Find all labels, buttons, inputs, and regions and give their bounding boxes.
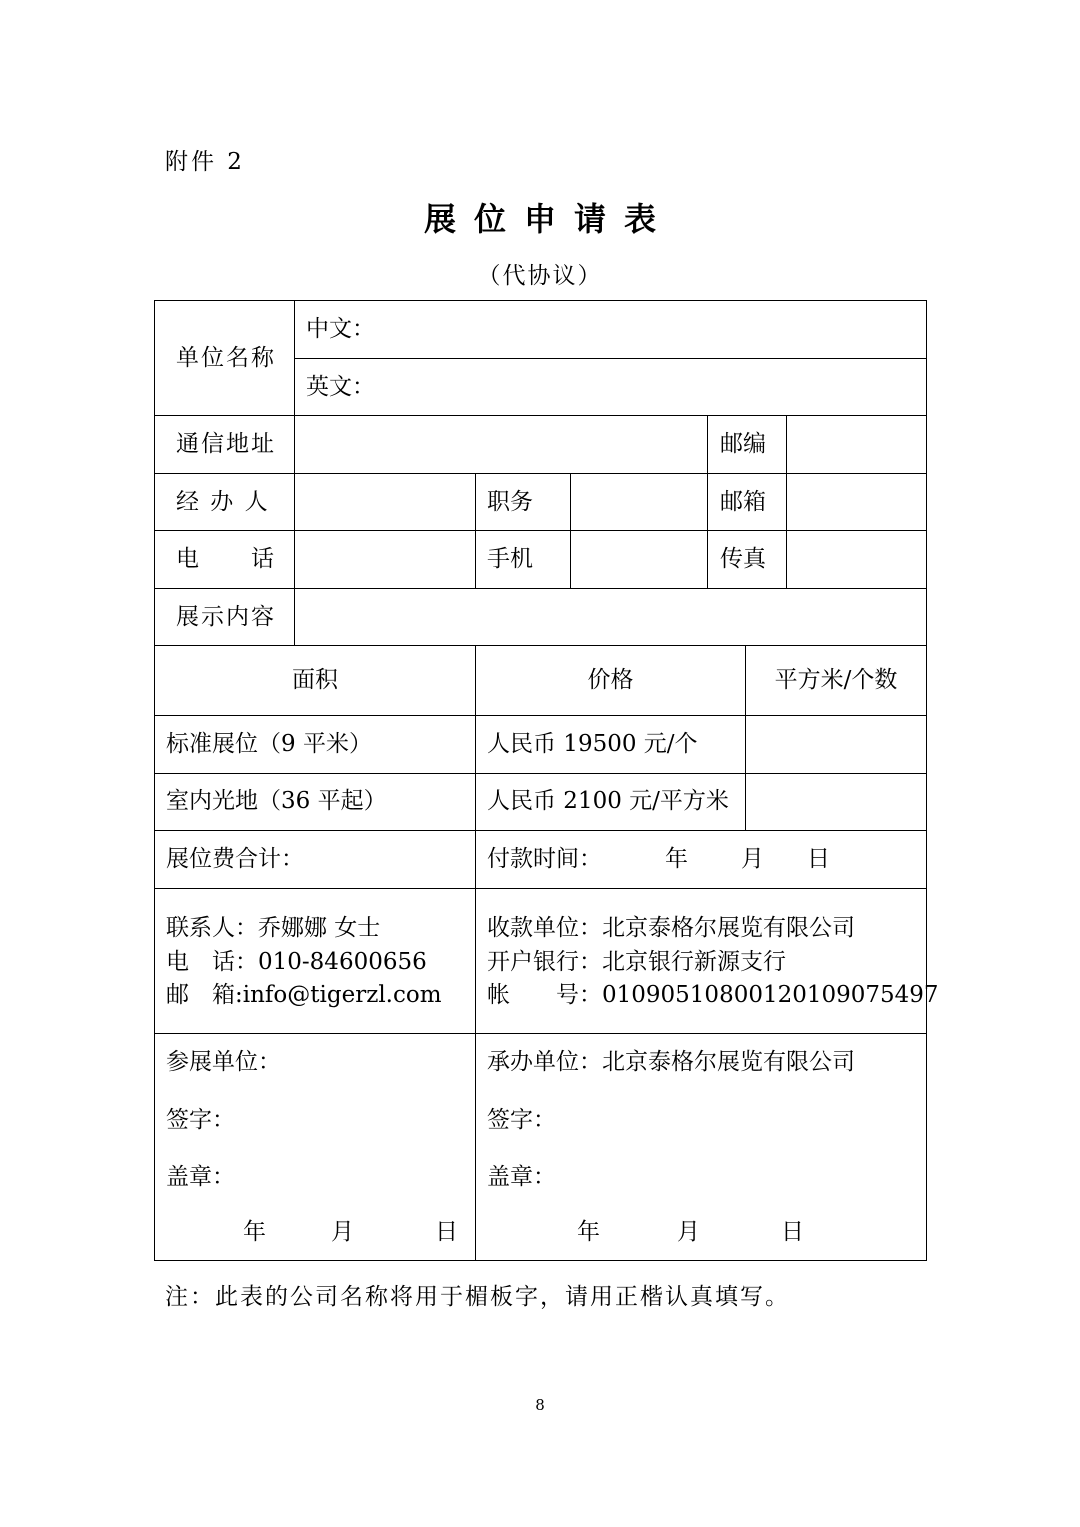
email-label: 邮箱 bbox=[720, 489, 766, 515]
contact-phone: 电 话：010-84600656 bbox=[166, 949, 427, 975]
price-header: 价格 bbox=[587, 667, 634, 693]
quantity-header: 平方米/个数 bbox=[774, 667, 898, 693]
participant-label: 参展单位： bbox=[166, 1049, 281, 1075]
fax-label: 传真 bbox=[720, 546, 766, 572]
organizer: 承办单位：北京泰格尔展览有限公司 bbox=[487, 1049, 855, 1075]
standard-booth-area: 标准展位（9 平米） bbox=[166, 731, 372, 757]
organizer-sign-label: 签字： bbox=[487, 1107, 556, 1133]
handler-label: 经 办 人 bbox=[176, 489, 270, 515]
payee: 收款单位：北京泰格尔展览有限公司 bbox=[487, 915, 855, 941]
exhibit-content-label: 展示内容 bbox=[176, 604, 276, 630]
organizer-month: 月 bbox=[677, 1219, 700, 1245]
address-label: 通信地址 bbox=[176, 431, 276, 457]
page-subtitle: （代协议） bbox=[477, 263, 603, 289]
payment-month: 月 bbox=[741, 846, 764, 872]
booth-fee-total-label: 展位费合计： bbox=[166, 846, 304, 872]
bank: 开户银行：北京银行新源支行 bbox=[487, 949, 786, 975]
company-name-english-label: 英文： bbox=[306, 374, 375, 400]
payment-time-label: 付款时间： bbox=[487, 846, 602, 872]
participant-sign-label: 签字： bbox=[166, 1107, 235, 1133]
payment-year: 年 bbox=[665, 846, 688, 872]
account-number: 帐 号：01090510800120109075497 bbox=[487, 982, 939, 1008]
mobile-label: 手机 bbox=[487, 546, 533, 572]
postcode-label: 邮编 bbox=[720, 431, 766, 457]
raw-space-price: 人民币 2100 元/平方米 bbox=[487, 788, 729, 814]
annex-label: 附件 2 bbox=[165, 149, 245, 175]
footer-note: 注：此表的公司名称将用于楣板字，请用正楷认真填写。 bbox=[165, 1284, 790, 1310]
participant-seal-label: 盖章： bbox=[166, 1164, 235, 1190]
raw-space-area: 室内光地（36 平起） bbox=[166, 788, 387, 814]
page-title: 展位申请表 bbox=[423, 200, 674, 238]
organizer-day: 日 bbox=[781, 1219, 804, 1245]
participant-day: 日 bbox=[435, 1219, 458, 1245]
position-label: 职务 bbox=[487, 489, 533, 515]
page-number: 8 bbox=[535, 1396, 545, 1414]
contact-email: 邮 箱:info@tigerzl.com bbox=[166, 982, 442, 1008]
participant-year: 年 bbox=[243, 1219, 266, 1245]
standard-booth-price: 人民币 19500 元/个 bbox=[487, 731, 698, 757]
participant-month: 月 bbox=[331, 1219, 354, 1245]
company-name-chinese-label: 中文： bbox=[306, 316, 375, 342]
company-name-label: 单位名称 bbox=[176, 345, 276, 371]
contact-person: 联系人：乔娜娜 女士 bbox=[166, 915, 381, 941]
phone-label: 电 话 bbox=[176, 546, 276, 572]
payment-day: 日 bbox=[807, 846, 830, 872]
organizer-year: 年 bbox=[577, 1219, 600, 1245]
area-header: 面积 bbox=[292, 667, 338, 693]
organizer-seal-label: 盖章： bbox=[487, 1164, 556, 1190]
